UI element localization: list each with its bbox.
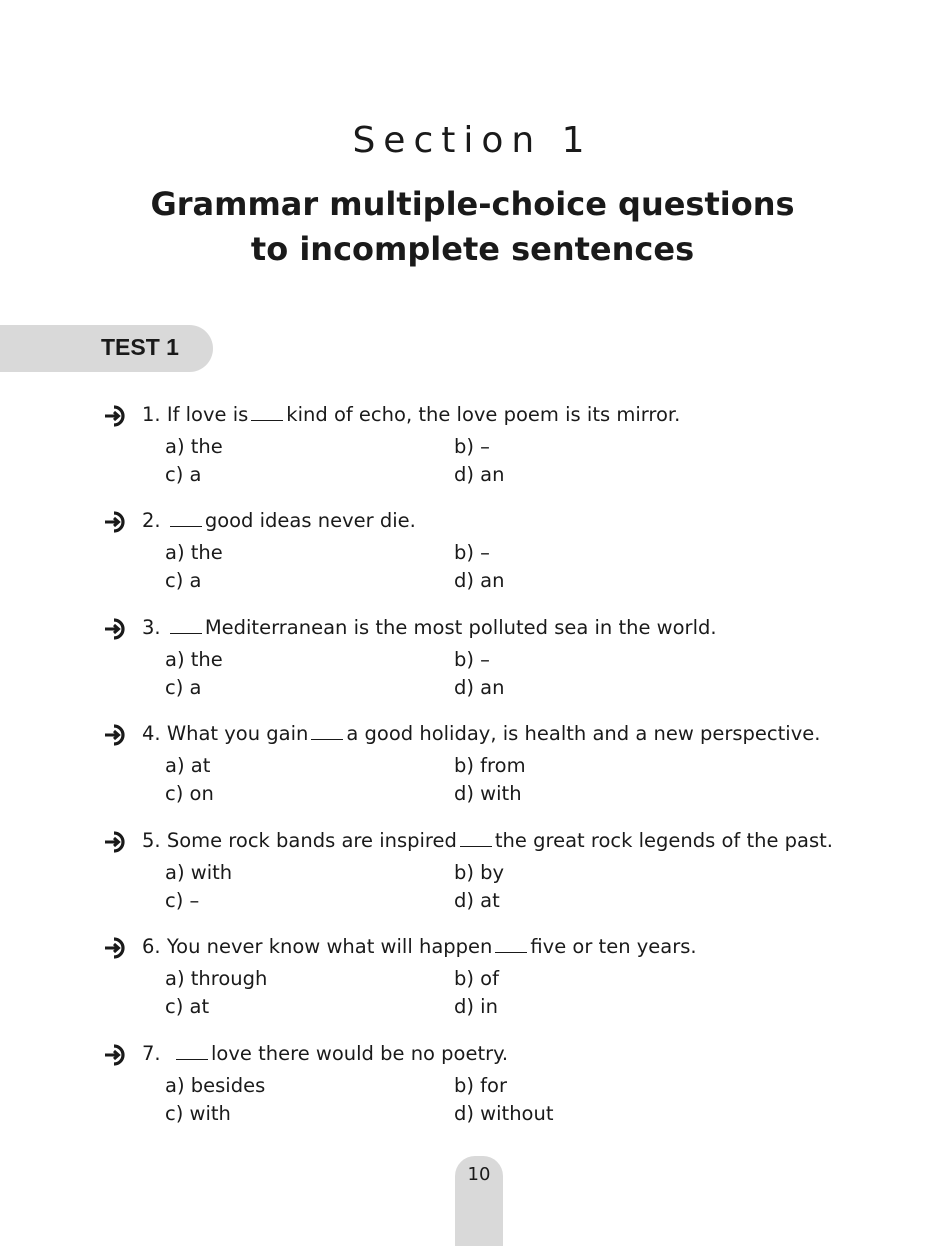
answer-blank (460, 828, 492, 847)
stem-before: You never know what will happen (166, 935, 493, 958)
arrow-bullet-icon (102, 510, 126, 534)
question-stem (142, 828, 833, 852)
stem-after: love there would be no poetry. (211, 1042, 509, 1065)
question-stem (142, 1041, 508, 1065)
question-1 (100, 402, 900, 497)
question-stem (142, 615, 717, 639)
option-b: b) of (454, 967, 499, 990)
option-b: b) for (454, 1074, 507, 1097)
arrow-bullet-icon (102, 936, 126, 960)
stem-after: kind of echo, the love poem is its mirror. (286, 403, 681, 426)
question-number: 2. (142, 509, 161, 532)
stem-before: Some rock bands are inspired (166, 829, 457, 852)
section-title (0, 182, 945, 272)
arrow-bullet-icon (102, 1043, 126, 1067)
stem-before: If love is (166, 403, 249, 426)
test-tab (0, 325, 213, 372)
answer-blank (176, 1041, 208, 1060)
answer-blank (170, 508, 202, 527)
question-stem (142, 721, 820, 745)
option-b: b) from (454, 754, 526, 777)
question-number: 1. (142, 403, 161, 426)
option-d: d) an (454, 463, 505, 486)
option-d: d) an (454, 569, 505, 592)
option-c: c) on (165, 782, 214, 805)
question-number: 3. (142, 616, 161, 639)
question-4 (100, 721, 900, 816)
option-a: a) through (165, 967, 268, 990)
question-3 (100, 615, 900, 710)
option-d: d) an (454, 676, 505, 699)
answer-blank (170, 615, 202, 634)
option-b: b) – (454, 648, 490, 671)
arrow-bullet-icon (102, 830, 126, 854)
option-b: b) – (454, 435, 490, 458)
stem-after: five or ten years. (530, 935, 697, 958)
option-d: d) in (454, 995, 498, 1018)
section-title-line-1: Grammar multiple-choice questions (150, 185, 795, 223)
option-d: d) with (454, 782, 522, 805)
option-d: d) without (454, 1102, 554, 1125)
stem-after: good ideas never die. (204, 509, 416, 532)
option-d: d) at (454, 889, 500, 912)
option-c: c) a (165, 569, 202, 592)
page-number: 10 (467, 1164, 491, 1185)
question-7 (100, 1041, 900, 1136)
option-a: a) with (165, 861, 233, 884)
stem-before: What you gain (166, 722, 309, 745)
question-stem (142, 402, 680, 426)
test-label: TEST 1 (101, 334, 179, 360)
option-a: a) the (165, 435, 223, 458)
option-a: a) the (165, 648, 223, 671)
option-c: c) a (165, 463, 202, 486)
option-c: c) at (165, 995, 210, 1018)
option-c: c) with (165, 1102, 231, 1125)
section-title-line-2: to incomplete sentences (250, 230, 695, 268)
answer-blank (311, 721, 343, 740)
answer-blank (251, 402, 283, 421)
question-stem (142, 934, 697, 958)
option-b: b) by (454, 861, 505, 884)
option-a: a) at (165, 754, 211, 777)
arrow-bullet-icon (102, 617, 126, 641)
question-2 (100, 508, 900, 603)
stem-after: a good holiday, is health and a new perspective. (346, 722, 821, 745)
question-number: 4. (142, 722, 161, 745)
arrow-bullet-icon (102, 723, 126, 747)
option-c: c) – (165, 889, 200, 912)
question-stem (142, 508, 416, 532)
option-c: c) a (165, 676, 202, 699)
arrow-bullet-icon (102, 404, 126, 428)
question-number: 5. (142, 829, 161, 852)
stem-after: Mediterranean is the most polluted sea in the world. (204, 616, 717, 639)
question-number: 7. (142, 1042, 161, 1065)
option-b: b) – (454, 541, 490, 564)
option-a: a) the (165, 541, 223, 564)
question-6 (100, 934, 900, 1029)
section-kicker: Section 1 (352, 120, 593, 161)
option-a: a) besides (165, 1074, 266, 1097)
stem-after: the great rock legends of the past. (494, 829, 834, 852)
question-number: 6. (142, 935, 161, 958)
page-number-tab (455, 1156, 503, 1246)
question-5 (100, 828, 900, 923)
answer-blank (495, 934, 527, 953)
